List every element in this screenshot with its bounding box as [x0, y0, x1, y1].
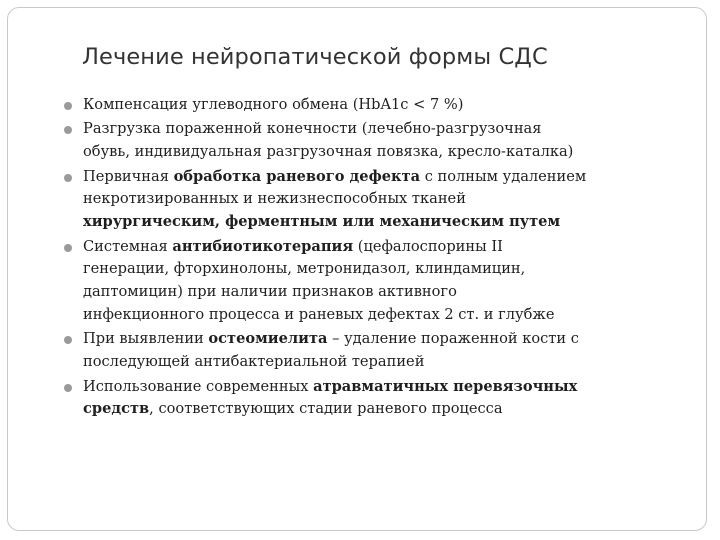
bullet-line — [83, 281, 693, 304]
bullet-line — [83, 188, 693, 211]
bullet-text: даптомицин) при наличии признаков активного — [83, 283, 457, 301]
bullet-line — [83, 141, 693, 164]
bullet-item — [63, 94, 693, 117]
bullet-dot-icon — [64, 102, 72, 110]
bullet-line — [83, 236, 693, 259]
bullet-line — [83, 118, 693, 141]
bullet-text-bold: средств — [83, 400, 150, 418]
bullet-line — [83, 398, 693, 421]
bullet-text: – удаление пораженной кости с — [327, 330, 579, 348]
bullet-dot-icon — [64, 336, 72, 344]
bullet-text: Разгрузка пораженной конечности (лечебно-разгрузочная — [83, 120, 542, 138]
bullet-line — [83, 351, 693, 374]
bullet-text-bold: антибиотикотерапия — [172, 237, 354, 255]
bullet-text: При выявлении — [83, 330, 209, 348]
bullet-text: с полным удалением — [420, 167, 587, 185]
bullet-dot-icon — [64, 174, 72, 182]
bullet-line — [83, 94, 693, 117]
bullet-item — [63, 118, 693, 164]
bullet-text: (цефалоспорины II — [353, 237, 503, 255]
bullet-item — [63, 328, 693, 374]
bullet-line — [83, 328, 693, 351]
bullet-dot-icon — [64, 384, 72, 392]
bullet-text: некротизированных и нежизнеспособных тканей — [83, 190, 466, 208]
bullet-text: Использование современных — [83, 377, 314, 395]
bullet-text: инфекционного процесса и раневых дефектах 2 ст. и глубже — [83, 305, 555, 323]
bullet-text: последующей антибактериальной терапией — [83, 353, 425, 371]
bullet-dot-icon — [64, 244, 72, 252]
bullet-text-bold: атравматичных перевязочных — [313, 377, 578, 395]
bullet-text-bold: хирургическим, ферментным или механическим путем — [83, 213, 561, 231]
bullet-line — [83, 258, 693, 281]
bullet-text: Первичная — [83, 167, 174, 185]
bullet-text: генерации, фторхинолоны, метронидазол, клиндамицин, — [83, 260, 526, 278]
bullet-text: обувь, индивидуальная разгрузочная повязка, кресло-каталка) — [83, 143, 574, 161]
bullet-list — [63, 94, 693, 423]
bullet-line — [83, 376, 693, 399]
bullet-item — [63, 236, 693, 327]
bullet-text: , соответствующих стадии раневого процесса — [149, 400, 503, 418]
bullet-line — [83, 304, 693, 327]
bullet-line — [83, 211, 693, 234]
bullet-item — [63, 166, 693, 234]
bullet-text: Системная — [83, 237, 173, 255]
bullet-item — [63, 376, 693, 422]
bullet-line — [83, 166, 693, 189]
slide-title: Лечение нейропатической формы СДС — [82, 44, 548, 70]
bullet-text-bold: остеомиелита — [208, 330, 328, 348]
bullet-text-bold: обработка раневого дефекта — [173, 167, 421, 185]
bullet-dot-icon — [64, 126, 72, 134]
bullet-text: Компенсация углеводного обмена (HbA1c < 7 %) — [83, 96, 464, 113]
